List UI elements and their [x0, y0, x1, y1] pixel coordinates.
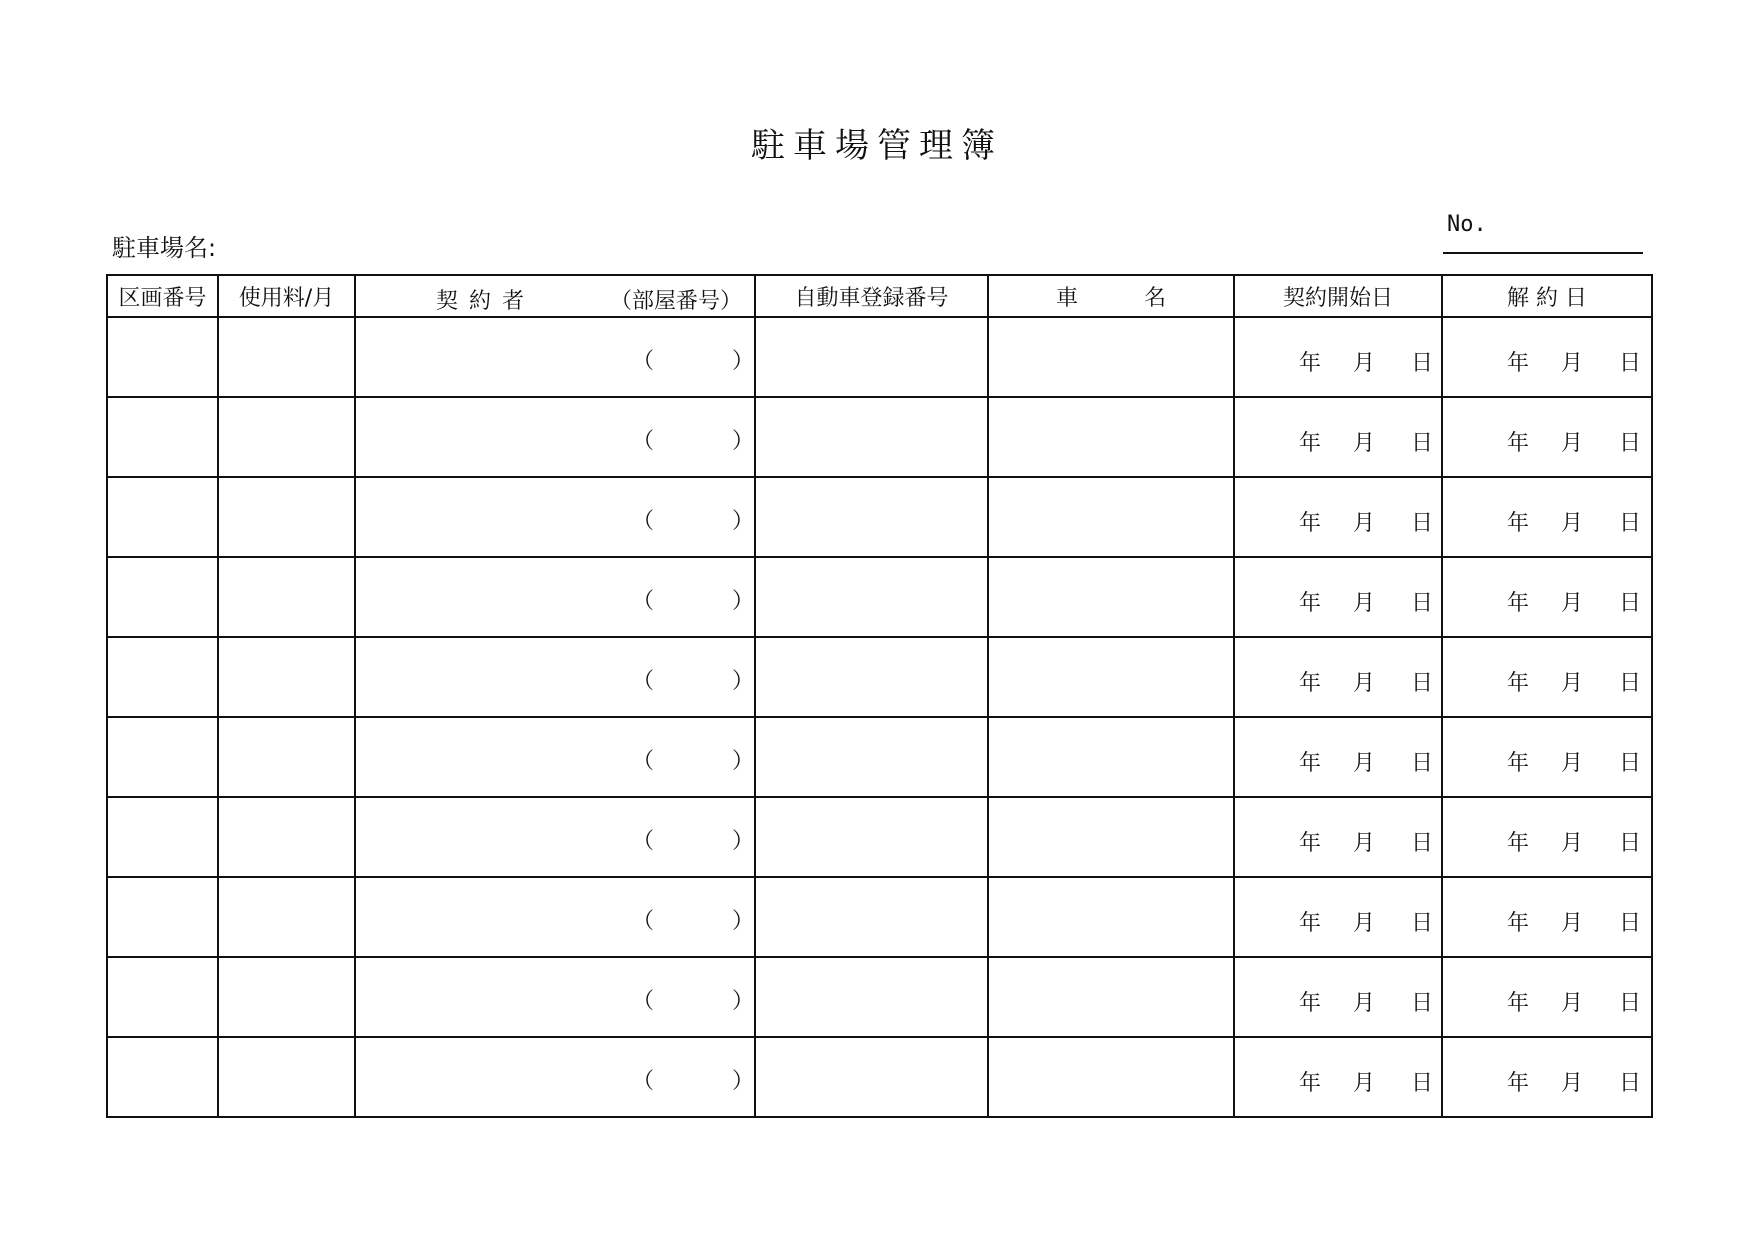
table-row — [107, 317, 1652, 397]
cancellation-date-cell[interactable] — [1442, 637, 1652, 717]
month-unit: 月 — [1353, 831, 1376, 856]
month-unit: 月 — [1353, 1071, 1376, 1096]
contractor-cell[interactable] — [355, 957, 755, 1037]
room-paren-open: （ — [632, 829, 655, 854]
header-contract-start-date: 契約開始日 — [1234, 275, 1442, 317]
day-unit: 日 — [1411, 431, 1434, 456]
contractor-cell[interactable] — [355, 797, 755, 877]
room-paren-open: （ — [632, 1069, 655, 1094]
month-unit: 月 — [1561, 591, 1584, 616]
cancellation-date-cell[interactable] — [1442, 797, 1652, 877]
cancellation-date-cell[interactable] — [1442, 397, 1652, 477]
contractor-cell[interactable] — [355, 317, 755, 397]
number-label: No. — [1447, 212, 1487, 237]
contract-start-date-cell[interactable] — [1234, 637, 1442, 717]
monthly-fee-cell[interactable] — [218, 397, 355, 477]
contract-start-date-cell[interactable] — [1234, 797, 1442, 877]
month-unit: 月 — [1353, 671, 1376, 696]
day-unit: 日 — [1619, 911, 1642, 936]
table-row — [107, 797, 1652, 877]
section-number-cell[interactable] — [107, 557, 218, 637]
car-name-cell[interactable] — [988, 557, 1234, 637]
contractor-cell[interactable] — [355, 877, 755, 957]
header-row — [107, 275, 1652, 317]
day-unit: 日 — [1411, 911, 1434, 936]
year-unit: 年 — [1299, 831, 1322, 856]
month-unit: 月 — [1353, 991, 1376, 1016]
day-unit: 日 — [1619, 351, 1642, 376]
room-paren-close: ） — [732, 1069, 755, 1094]
registration-number-cell[interactable] — [755, 877, 988, 957]
header-section-number: 区画番号 — [107, 275, 218, 317]
section-number-cell[interactable] — [107, 637, 218, 717]
monthly-fee-cell[interactable] — [218, 317, 355, 397]
room-paren-open: （ — [632, 669, 655, 694]
monthly-fee-cell[interactable] — [218, 877, 355, 957]
car-name-cell[interactable] — [988, 477, 1234, 557]
year-unit: 年 — [1507, 431, 1530, 456]
header-contractor-label: 契 約 者 — [436, 289, 526, 314]
month-unit: 月 — [1353, 911, 1376, 936]
registration-number-cell[interactable] — [755, 1037, 988, 1117]
header-monthly-fee: 使用料/月 — [218, 275, 355, 317]
day-unit: 日 — [1411, 511, 1434, 536]
table-row — [107, 477, 1652, 557]
header-cancellation-date: 解 約 日 — [1442, 275, 1652, 317]
header-registration-number: 自動車登録番号 — [755, 275, 988, 317]
day-unit: 日 — [1411, 831, 1434, 856]
room-paren-open: （ — [632, 909, 655, 934]
table-row — [107, 877, 1652, 957]
registration-number-cell[interactable] — [755, 477, 988, 557]
day-unit: 日 — [1619, 511, 1642, 536]
month-unit: 月 — [1561, 1071, 1584, 1096]
contract-start-date-cell[interactable] — [1234, 317, 1442, 397]
room-paren-close: ） — [732, 589, 755, 614]
month-unit: 月 — [1561, 911, 1584, 936]
year-unit: 年 — [1299, 751, 1322, 776]
header-room-number-label: （部屋番号） — [609, 289, 742, 314]
contract-start-date-cell[interactable] — [1234, 397, 1442, 477]
registration-number-cell[interactable] — [755, 797, 988, 877]
contract-start-date-cell[interactable] — [1234, 957, 1442, 1037]
contract-start-date-cell[interactable] — [1234, 477, 1442, 557]
section-number-cell[interactable] — [107, 397, 218, 477]
section-number-cell[interactable] — [107, 957, 218, 1037]
year-unit: 年 — [1507, 911, 1530, 936]
year-unit: 年 — [1507, 831, 1530, 856]
year-unit: 年 — [1299, 911, 1322, 936]
header-contractor — [355, 275, 755, 317]
car-name-cell[interactable] — [988, 637, 1234, 717]
day-unit: 日 — [1411, 351, 1434, 376]
header-car-name: 車 名 — [988, 275, 1234, 317]
month-unit: 月 — [1353, 591, 1376, 616]
year-unit: 年 — [1299, 671, 1322, 696]
room-paren-open: （ — [632, 989, 655, 1014]
room-paren-close: ） — [732, 669, 755, 694]
table-row — [107, 717, 1652, 797]
room-paren-close: ） — [732, 909, 755, 934]
contractor-cell[interactable] — [355, 477, 755, 557]
monthly-fee-cell[interactable] — [218, 557, 355, 637]
contractor-cell[interactable] — [355, 717, 755, 797]
monthly-fee-cell[interactable] — [218, 957, 355, 1037]
day-unit: 日 — [1619, 431, 1642, 456]
room-paren-open: （ — [632, 509, 655, 534]
month-unit: 月 — [1353, 751, 1376, 776]
registration-number-cell[interactable] — [755, 397, 988, 477]
section-number-cell[interactable] — [107, 717, 218, 797]
car-name-cell[interactable] — [988, 1037, 1234, 1117]
month-unit: 月 — [1561, 351, 1584, 376]
year-unit: 年 — [1299, 991, 1322, 1016]
room-paren-close: ） — [732, 349, 755, 374]
year-unit: 年 — [1299, 431, 1322, 456]
month-unit: 月 — [1353, 431, 1376, 456]
contract-start-date-cell[interactable] — [1234, 877, 1442, 957]
year-unit: 年 — [1507, 991, 1530, 1016]
table-row — [107, 1037, 1652, 1117]
section-number-cell[interactable] — [107, 477, 218, 557]
year-unit: 年 — [1507, 1071, 1530, 1096]
registration-number-cell[interactable] — [755, 557, 988, 637]
year-unit: 年 — [1507, 351, 1530, 376]
table-row — [107, 637, 1652, 717]
car-name-cell[interactable] — [988, 717, 1234, 797]
month-unit: 月 — [1353, 351, 1376, 376]
monthly-fee-cell[interactable] — [218, 717, 355, 797]
monthly-fee-cell[interactable] — [218, 637, 355, 717]
day-unit: 日 — [1619, 1071, 1642, 1096]
cancellation-date-cell[interactable] — [1442, 557, 1652, 637]
registration-number-cell[interactable] — [755, 717, 988, 797]
contract-start-date-cell[interactable] — [1234, 717, 1442, 797]
parking-lot-name-label: 駐車場名: — [112, 234, 217, 262]
contract-start-date-cell[interactable] — [1234, 1037, 1442, 1117]
room-paren-close: ） — [732, 429, 755, 454]
table-row — [107, 397, 1652, 477]
month-unit: 月 — [1561, 431, 1584, 456]
year-unit: 年 — [1299, 351, 1322, 376]
month-unit: 月 — [1561, 511, 1584, 536]
page-title: 駐車場管理簿 — [751, 126, 1003, 166]
registration-number-cell[interactable] — [755, 637, 988, 717]
cancellation-date-cell[interactable] — [1442, 957, 1652, 1037]
monthly-fee-cell[interactable] — [218, 477, 355, 557]
car-name-cell[interactable] — [988, 877, 1234, 957]
day-unit: 日 — [1411, 671, 1434, 696]
car-name-cell[interactable] — [988, 317, 1234, 397]
section-number-cell[interactable] — [107, 877, 218, 957]
contract-start-date-cell[interactable] — [1234, 557, 1442, 637]
day-unit: 日 — [1619, 831, 1642, 856]
month-unit: 月 — [1561, 671, 1584, 696]
room-paren-open: （ — [632, 749, 655, 774]
day-unit: 日 — [1619, 991, 1642, 1016]
cancellation-date-cell[interactable] — [1442, 1037, 1652, 1117]
room-paren-open: （ — [632, 589, 655, 614]
car-name-cell[interactable] — [988, 397, 1234, 477]
registration-number-cell[interactable] — [755, 957, 988, 1037]
monthly-fee-cell[interactable] — [218, 1037, 355, 1117]
cancellation-date-cell[interactable] — [1442, 317, 1652, 397]
car-name-cell[interactable] — [988, 957, 1234, 1037]
day-unit: 日 — [1619, 751, 1642, 776]
room-paren-close: ） — [732, 509, 755, 534]
day-unit: 日 — [1411, 1071, 1434, 1096]
cancellation-date-cell[interactable] — [1442, 877, 1652, 957]
contractor-cell[interactable] — [355, 637, 755, 717]
year-unit: 年 — [1299, 1071, 1322, 1096]
number-field[interactable] — [1443, 210, 1643, 254]
car-name-cell[interactable] — [988, 797, 1234, 877]
day-unit: 日 — [1619, 671, 1642, 696]
year-unit: 年 — [1299, 591, 1322, 616]
month-unit: 月 — [1561, 991, 1584, 1016]
room-paren-open: （ — [632, 429, 655, 454]
cancellation-date-cell[interactable] — [1442, 717, 1652, 797]
year-unit: 年 — [1299, 511, 1322, 536]
day-unit: 日 — [1411, 591, 1434, 616]
day-unit: 日 — [1619, 591, 1642, 616]
year-unit: 年 — [1507, 671, 1530, 696]
table-row — [107, 957, 1652, 1037]
room-paren-close: ） — [732, 989, 755, 1014]
room-paren-open: （ — [632, 349, 655, 374]
month-unit: 月 — [1561, 831, 1584, 856]
day-unit: 日 — [1411, 991, 1434, 1016]
room-paren-close: ） — [732, 829, 755, 854]
month-unit: 月 — [1561, 751, 1584, 776]
contractor-cell[interactable] — [355, 397, 755, 477]
year-unit: 年 — [1507, 511, 1530, 536]
day-unit: 日 — [1411, 751, 1434, 776]
registration-number-cell[interactable] — [755, 317, 988, 397]
monthly-fee-cell[interactable] — [218, 797, 355, 877]
section-number-cell[interactable] — [107, 1037, 218, 1117]
room-paren-close: ） — [732, 749, 755, 774]
table-row — [107, 557, 1652, 637]
section-number-cell[interactable] — [107, 317, 218, 397]
contractor-cell[interactable] — [355, 1037, 755, 1117]
parking-register-table — [106, 274, 1653, 1118]
month-unit: 月 — [1353, 511, 1376, 536]
year-unit: 年 — [1507, 751, 1530, 776]
section-number-cell[interactable] — [107, 797, 218, 877]
cancellation-date-cell[interactable] — [1442, 477, 1652, 557]
year-unit: 年 — [1507, 591, 1530, 616]
contractor-cell[interactable] — [355, 557, 755, 637]
